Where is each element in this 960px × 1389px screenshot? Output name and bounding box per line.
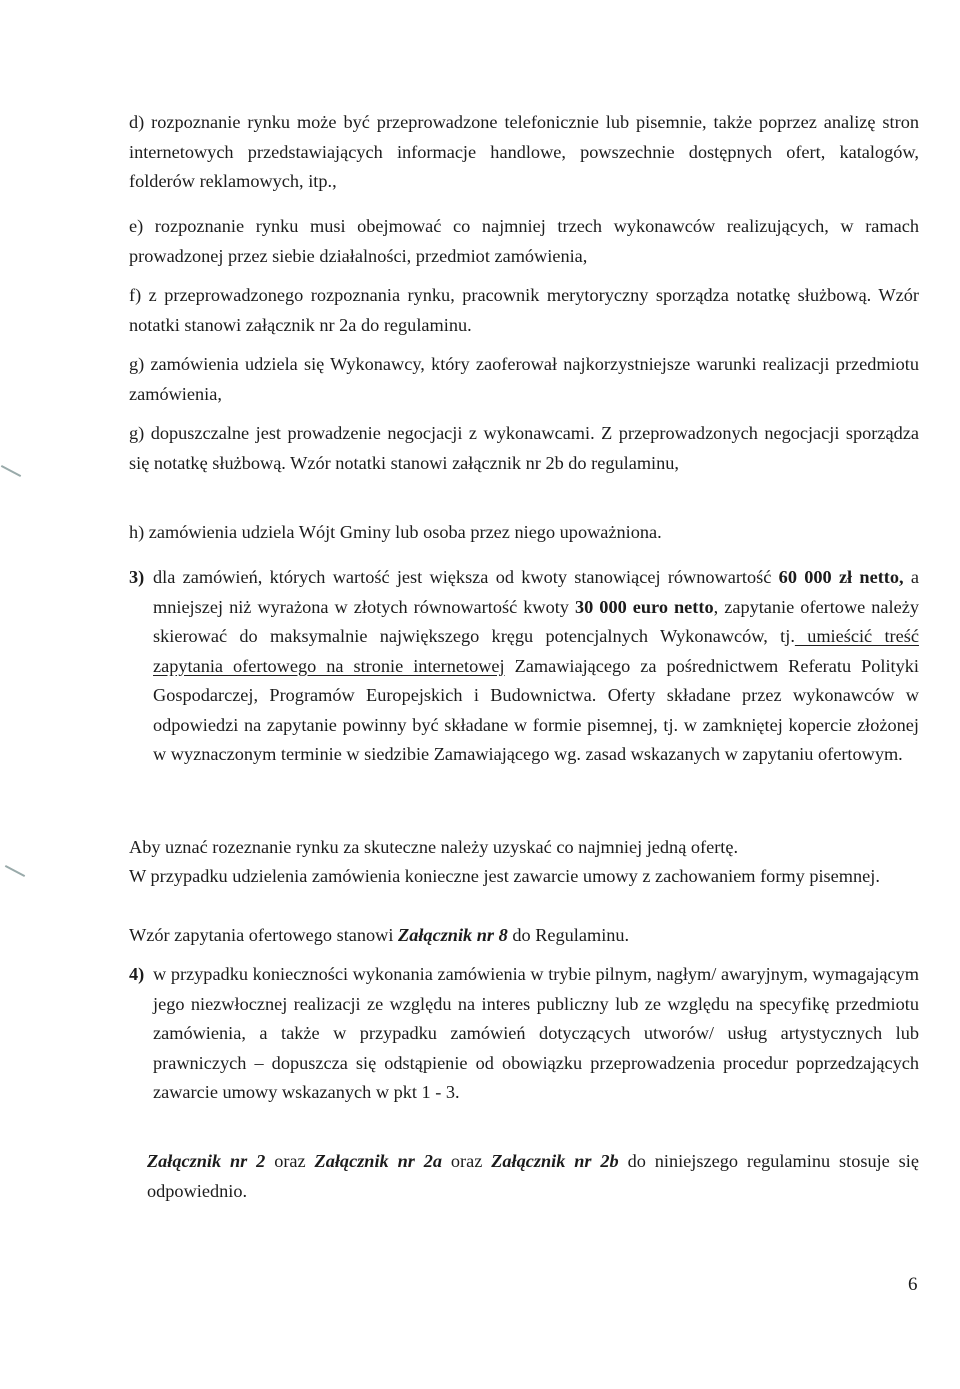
- underlined-instruction: umieścić treść zapytania ofertowego na stronie internetowej: [153, 626, 919, 676]
- item-4-number: 4): [129, 964, 145, 984]
- zalacznik-8: Załącznik nr 8: [398, 925, 508, 945]
- item-3: dla zamówień, których wartość jest większa od kwoty stanowiącej równowartość 60 000 zł netto, a mniejszej niż wyrażona w złotych równowartość kwoty 30 000 euro netto, zapytanie ofertowe należy skierować do maksymalnie największego kręgu potencjalnych Wykonawców, tj. umieścić treść zapytania ofertowego na stronie internetowej Zamawiającego za pośrednictwem Referatu Polityki Gospodarczej, Programów Europejskich i Budownictwa. Oferty składane przez wykonawców w odpowiedzi na zapytanie powinny być składane w formie pisemnej, tj. w zamkniętej kopercie złożonej w wyznaczonym terminie w siedzibie Zamawiającego wg. zasad wskazanych w zapytaniu ofertowym.: [153, 567, 919, 764]
- item-e: e) rozpoznanie rynku musi obejmować co najmniej trzech wykonawców realizujących, w ramach prowadzonej przez siebie działalności, przedmiot zamówienia,: [129, 216, 919, 266]
- aby-paragraph: Aby uznać rozeznanie rynku za skuteczne należy uzyskać co najmniej jedną ofertę.: [129, 837, 739, 857]
- item-4: w przypadku konieczności wykonania zamówienia w trybie pilnym, nagłym/ awaryjnym, wymagającym jego niezwłocznej realizacji ze względu na interes publiczny lub ze względu na specyfikę przedmiotu zamówienia, a także w przypadku zamówień dotyczących utworów/ usług artystycznych lub prawniczych – dopuszcza się odstąpienie od obowiązku przeprowadzenia procedur poprzedzających zawarcie umowy wskazanych w pkt 1 - 3.: [153, 964, 919, 1102]
- item-3-number: 3): [129, 567, 145, 587]
- amount-pln: 60 000 zł netto,: [778, 567, 904, 587]
- scan-mark: [5, 865, 25, 877]
- item-g1: g) zamówienia udziela się Wykonawcy, który zaoferował najkorzystniejsze warunki realizacji przedmiotu zamówienia,: [129, 354, 919, 404]
- item-g2: g) dopuszczalne jest prowadzenie negocjacji z wykonawcami. Z przeprowadzonych negocjacji sporządza się notatkę służbową. Wzór notatki stanowi załącznik nr 2b do regulaminu,: [129, 423, 919, 473]
- item-f: f) z przeprowadzonego rozpoznania rynku, pracownik merytoryczny sporządza notatkę służbową. Wzór notatki stanowi załącznik nr 2a do regulaminu.: [129, 285, 919, 335]
- wzor-paragraph: Wzór zapytania ofertowego stanowi Załącznik nr 8 do Regulaminu.: [129, 925, 630, 945]
- item-h: h) zamówienia udziela Wójt Gminy lub osoba przez niego upoważniona.: [129, 522, 662, 542]
- amount-euro: 30 000 euro netto: [574, 596, 714, 617]
- scan-mark: [1, 465, 21, 477]
- umowa-paragraph: W przypadku udzielenia zamówienia konieczne jest zawarcie umowy z zachowaniem formy pisemnej.: [129, 866, 880, 886]
- item-d: d) rozpoznanie rynku może być przeprowadzone telefonicznie lub pisemnie, także poprzez analizę stron internetowych przedstawiających informacje handlowe, powszechnie dostępnych ofert, katalogów, folderów reklamowych, itp.,: [129, 112, 919, 191]
- page-number: 6: [908, 1274, 918, 1295]
- zalaczniki-paragraph: Załącznik nr 2 oraz Załącznik nr 2a oraz Załącznik nr 2b do niniejszego regulaminu stosuje się odpowiednio.: [147, 1151, 919, 1201]
